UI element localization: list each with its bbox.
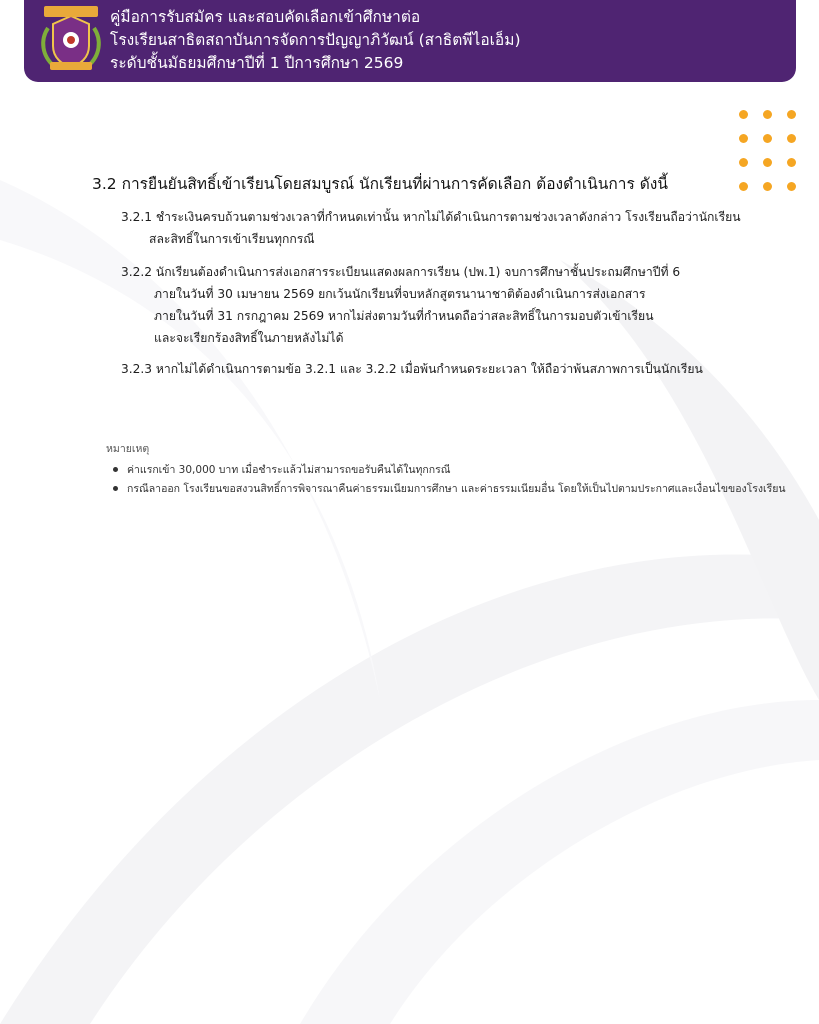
item-3-2-1 bbox=[121, 206, 741, 250]
school-name: โรงเรียนสาธิตสถาบันการจัดการปัญญาภิวัฒน์ (สาธิตพีไอเอ็ม) bbox=[110, 31, 521, 49]
item-line: สละสิทธิ์ในการเข้าเรียนทุกกรณี bbox=[149, 232, 315, 246]
section-title: 3.2 การยืนยันสิทธิ์เข้าเรียนโดยสมบูรณ์ นักเรียนที่ผ่านการคัดเลือก ต้องดำเนินการ ดังนี้ bbox=[92, 175, 668, 193]
bullet-icon bbox=[113, 486, 118, 491]
item-3-2-2 bbox=[121, 261, 680, 349]
note-item bbox=[113, 480, 786, 497]
grade-level-year: ระดับชั้นมัธยมศึกษาปีที่ 1 ปีการศึกษา 2569 bbox=[110, 54, 404, 72]
note-text: ค่าแรกเข้า 30,000 บาท เมื่อชำระแล้วไม่สามารถขอรับคืนได้ในทุกกรณี bbox=[127, 464, 451, 476]
item-line: 3.2.2 นักเรียนต้องดำเนินการส่งเอกสารระเบียนแสดงผลการเรียน (ปพ.1) จบการศึกษาชั้นประถมศึกษาปีที่ 6 bbox=[121, 265, 681, 279]
bullet-icon bbox=[113, 467, 118, 472]
item-line: 3.2.1 ชำระเงินครบถ้วนตามช่วงเวลาที่กำหนดเท่านั้น หากไม่ได้ดำเนินการตามช่วงเวลาดังกล่าว โรงเรียนถือว่านักเรียน bbox=[121, 210, 741, 224]
note-item bbox=[113, 461, 451, 478]
notes-heading: หมายเหตุ bbox=[106, 443, 150, 455]
item-3-2-3 bbox=[121, 358, 703, 380]
item-line: และจะเรียกร้องสิทธิ์ในภายหลังไม่ได้ bbox=[154, 331, 344, 345]
item-line: ภายในวันที่ 31 กรกฎาคม 2569 หากไม่ส่งตามวันที่กำหนดถือว่าสละสิทธิ์ในการมอบตัวเข้าเรียน bbox=[154, 309, 654, 323]
note-text: กรณีลาออก โรงเรียนขอสงวนสิทธิ์การพิจารณาคืนค่าธรรมเนียมการศึกษา และค่าธรรมเนียมอื่น โดยให้เป็นไปตามประกาศและเงื่อนไขของโรงเรียน bbox=[127, 483, 786, 495]
manual-title: คู่มือการรับสมัคร และสอบคัดเลือกเข้าศึกษาต่อ bbox=[110, 8, 421, 26]
item-line: ภายในวันที่ 30 เมษายน 2569 ยกเว้นนักเรียนที่จบหลักสูตรนานาชาติต้องดำเนินการส่งเอกสาร bbox=[154, 287, 646, 301]
item-line: 3.2.3 หากไม่ได้ดำเนินการตามข้อ 3.2.1 และ 3.2.2 เมื่อพ้นกำหนดระยะเวลา ให้ถือว่าพ้นสภาพการเป็นนักเรียน bbox=[121, 362, 703, 376]
